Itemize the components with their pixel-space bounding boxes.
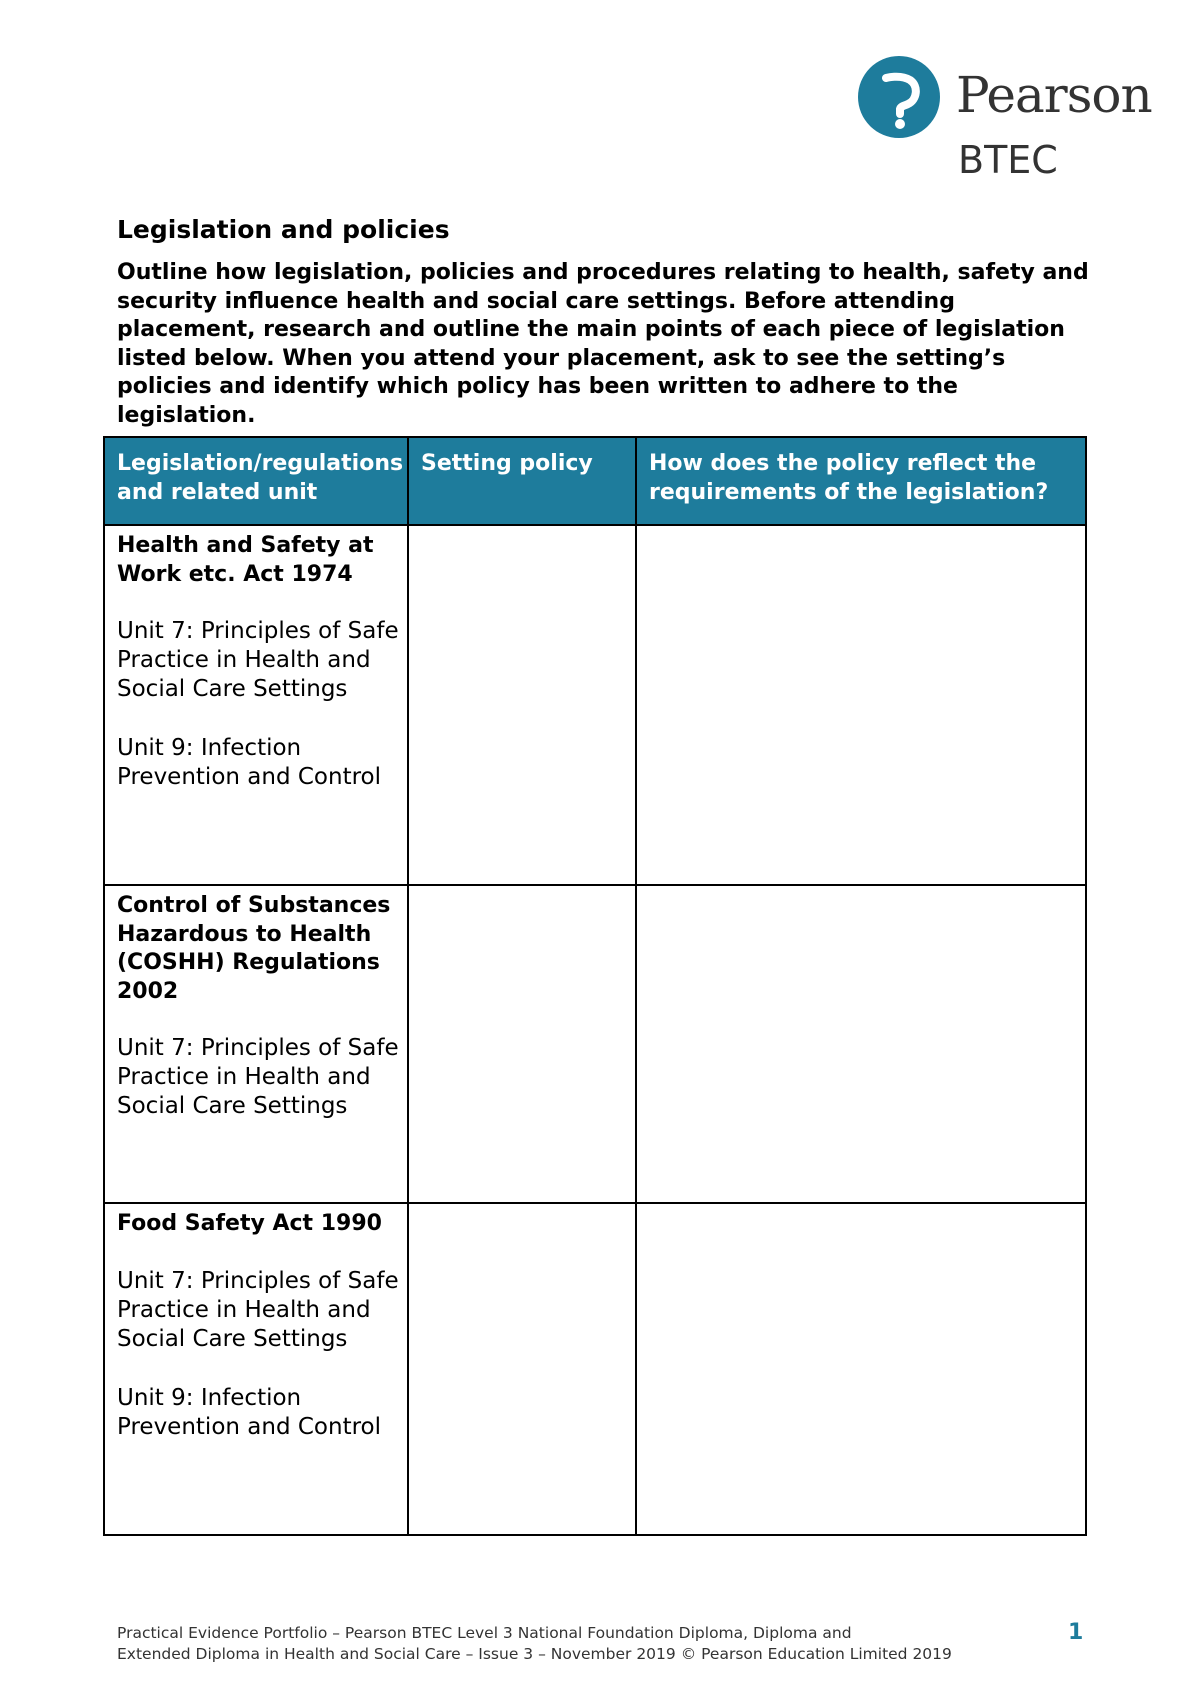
footer-line: Extended Diploma in Health and Social Care – Issue 3 – November 2019 © Pearson Education Limited 2019 [117,1645,952,1663]
legislation-title: Food Safety Act 1990 [117,1211,382,1236]
related-unit: Unit 9: Infection Prevention and Control [117,1384,381,1440]
policy-reflection-cell[interactable] [636,525,1086,885]
setting-policy-cell[interactable] [408,525,636,885]
legislation-cell [104,1203,408,1535]
header-legislation: Legislation/regulations and related unit [104,437,408,525]
pearson-btec-logo [856,54,1156,184]
pearson-wordmark: Pearson [956,66,1152,124]
related-unit: Unit 7: Principles of Safe Practice in Health and Social Care Settings [117,1035,399,1119]
instructions-paragraph: Outline how legislation, policies and procedures relating to health, safety and security influence health and social care settings. Before attending placement, research and outline the main points of each piece of legislation listed below. When you attend your placement, ask to see the setting’s policies and identify which policy has been written to adhere to the legislation. [117,260,1089,428]
setting-policy-cell[interactable] [408,1203,636,1535]
related-unit: Unit 9: Infection Prevention and Control [117,735,381,790]
page-footer [117,1623,1017,1665]
table-row [104,1203,1086,1535]
legislation-cell [104,885,408,1203]
header-setting-policy: Setting policy [408,437,636,525]
table-header-row [104,437,1086,525]
table-row [104,525,1086,885]
page-number: 1 [1068,1620,1084,1645]
setting-policy-cell[interactable] [408,885,636,1203]
table-row [104,885,1086,1203]
header-policy-reflection: How does the policy reflect the requirements of the legislation? [636,437,1086,525]
pearson-logo-icon [856,54,942,140]
btec-wordmark: BTEC [958,138,1058,182]
legislation-title: Health and Safety at Work etc. Act 1974 [117,533,374,587]
related-unit: Unit 7: Principles of Safe Practice in Health and Social Care Settings [117,618,399,702]
legislation-cell [104,525,408,885]
legislation-table [103,436,1087,1536]
policy-reflection-cell[interactable] [636,885,1086,1203]
legislation-title: Control of Substances Hazardous to Health (COSHH) Regulations 2002 [117,893,391,1004]
related-unit: Unit 7: Principles of Safe Practice in Health and Social Care Settings [117,1267,399,1352]
footer-line: Practical Evidence Portfolio – Pearson BTEC Level 3 National Foundation Diploma, Diploma and [117,1624,852,1642]
policy-reflection-cell[interactable] [636,1203,1086,1535]
section-heading: Legislation and policies [117,215,450,244]
